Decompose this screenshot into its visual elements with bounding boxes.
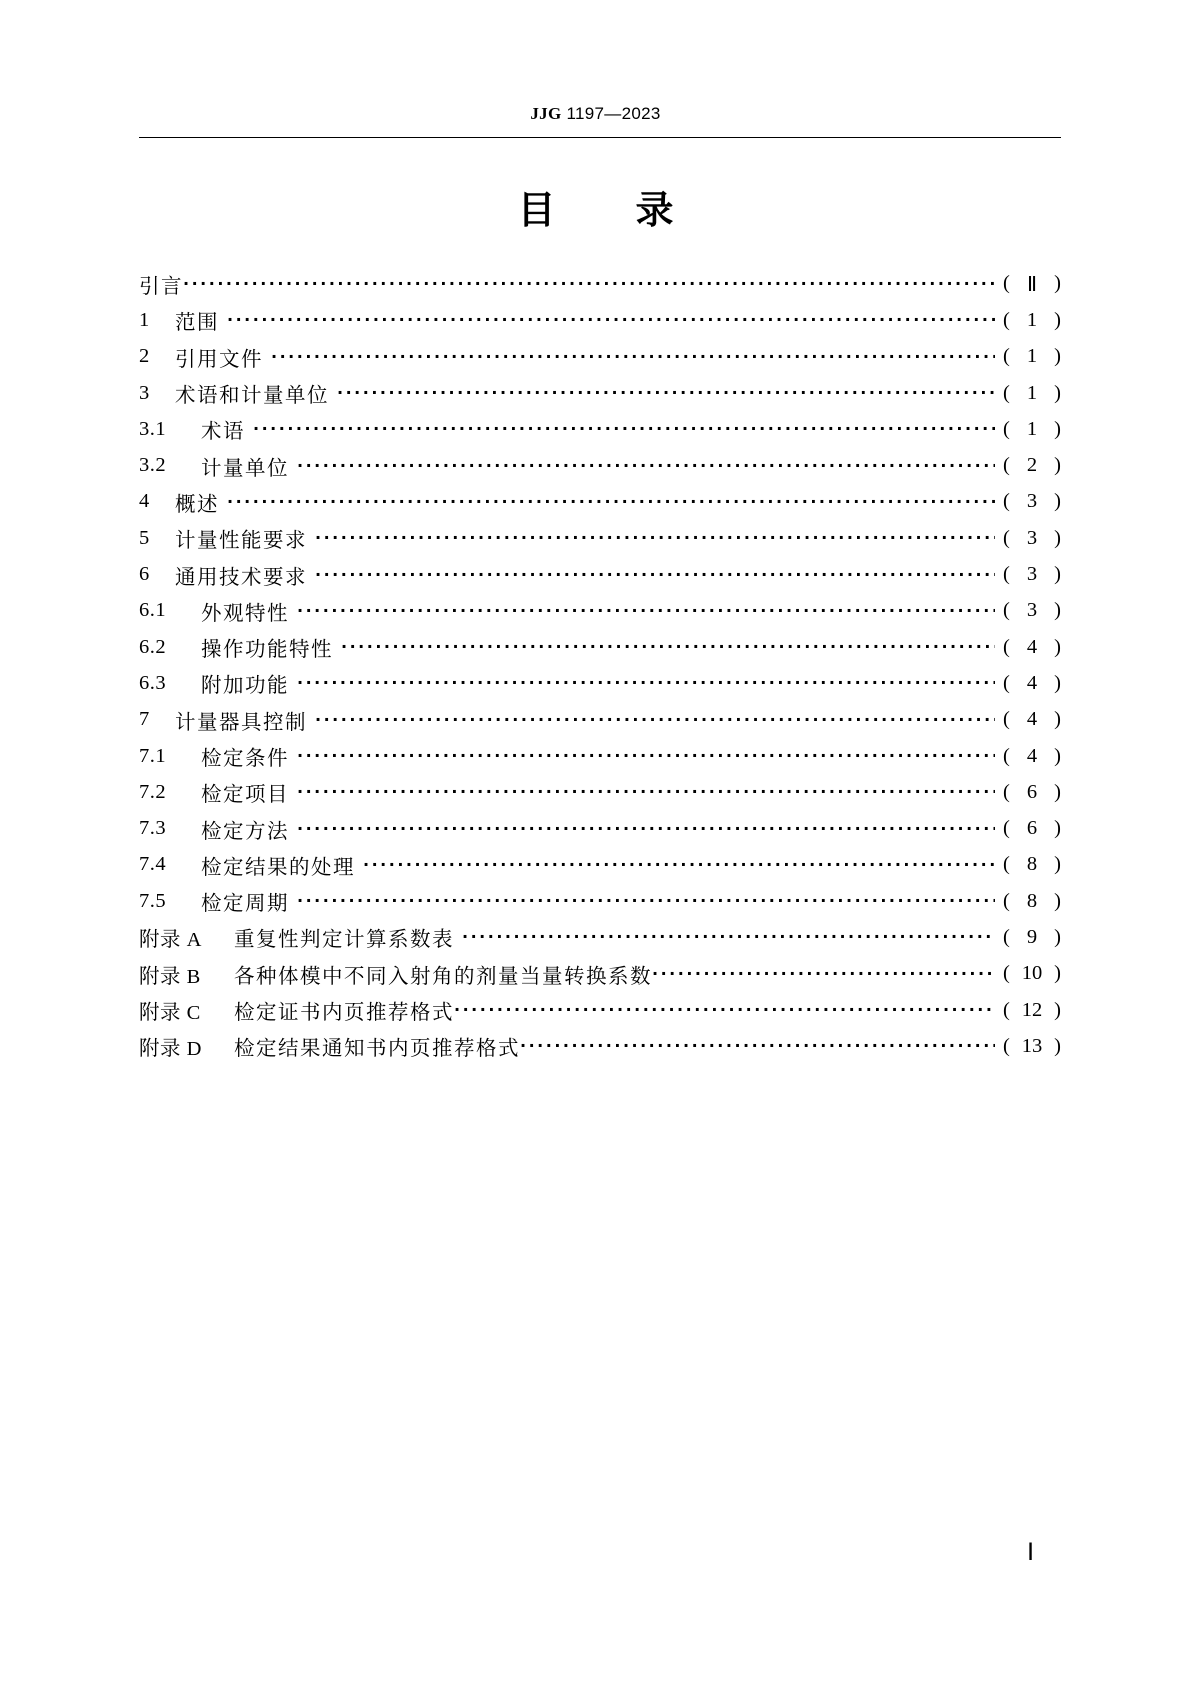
toc-entry-number: 附录 D (139, 1038, 202, 1061)
toc-page-open-paren: ( (1003, 454, 1010, 477)
toc-entry[interactable] (139, 702, 1061, 738)
toc-dot-leader (297, 817, 995, 841)
toc-entry-label: 范围 (175, 310, 219, 335)
toc-page-number: 4 (1026, 635, 1038, 658)
toc-dot-leader (337, 381, 995, 405)
toc-dot-leader (454, 998, 995, 1022)
toc-page-number: 4 (1026, 708, 1038, 731)
toc-entry[interactable] (139, 556, 1061, 592)
toc-entry-label: 术语和计量单位 (175, 383, 329, 408)
toc-page-close-paren: ) (1054, 599, 1061, 622)
toc-entry-label: 重复性判定计算系数表 (234, 927, 454, 952)
toc-page-number: 8 (1026, 853, 1038, 876)
toc-page-open-paren: ( (1003, 635, 1010, 658)
toc-entry-page (1003, 563, 1061, 586)
toc-page-open-paren: ( (1003, 271, 1010, 294)
toc-page-close-paren: ) (1054, 817, 1061, 840)
toc-page-number: 4 (1026, 671, 1038, 694)
toc-entry[interactable] (139, 302, 1061, 338)
toc-entry-number: 2 (139, 345, 150, 368)
toc-entry[interactable] (139, 520, 1061, 556)
toc-entry-number: 附录 C (139, 1002, 201, 1025)
toc-entry-label: 检定条件 (201, 746, 289, 770)
toc-entry-page (1003, 926, 1061, 949)
toc-entry[interactable] (139, 774, 1061, 810)
toc-entry-page (1003, 962, 1061, 985)
toc-page-close-paren: ) (1054, 381, 1061, 404)
toc-page-number: 13 (1021, 1034, 1043, 1057)
toc-page-number: 8 (1026, 889, 1038, 912)
toc-dot-leader (253, 417, 995, 441)
toc-page-close-paren: ) (1054, 635, 1061, 658)
toc-entry-label: 外观特性 (201, 600, 289, 625)
toc-page-open-paren: ( (1003, 889, 1010, 912)
toc-dot-leader (315, 563, 995, 587)
toc-dot-leader (363, 853, 995, 877)
toc-page-number: 6 (1026, 817, 1038, 840)
toc-entry-label: 附加功能 (201, 673, 289, 698)
toc-entry-page (1003, 599, 1061, 622)
toc-entry-label: 术语 (201, 419, 245, 444)
toc-entry-page (1003, 272, 1061, 297)
header-divider (139, 137, 1061, 138)
toc-entry-number: 5 (139, 526, 150, 549)
toc-dot-leader (297, 454, 995, 478)
toc-entry-page (1003, 345, 1061, 368)
title-char-1: 目 (517, 188, 556, 232)
toc-page-close-paren: ) (1054, 962, 1061, 985)
toc-page-open-paren: ( (1003, 708, 1010, 731)
toc-page-close-paren: ) (1054, 563, 1061, 586)
toc-page-close-paren: ) (1054, 454, 1061, 477)
toc-entry-number: 6 (139, 563, 150, 586)
page-number: Ⅰ (1027, 1540, 1035, 1566)
toc-dot-leader (341, 635, 995, 659)
toc-page-close-paren: ) (1054, 889, 1061, 912)
toc-page-close-paren: ) (1054, 780, 1061, 803)
toc-entry-label: 检定项目 (201, 782, 289, 807)
toc-page-open-paren: ( (1003, 853, 1010, 876)
toc-page-open-paren: ( (1003, 526, 1010, 549)
toc-page-open-paren: ( (1003, 563, 1010, 586)
toc-entry-number: 7.2 (139, 780, 167, 803)
toc-entry-label: 检定结果的处理 (201, 854, 355, 879)
toc-page-open-paren: ( (1003, 962, 1010, 985)
toc-dot-leader (297, 599, 995, 623)
toc-entry-page (1003, 781, 1061, 804)
toc-entry[interactable] (139, 629, 1061, 665)
toc-page-close-paren: ) (1054, 744, 1061, 767)
toc-entry-number: 1 (139, 308, 150, 331)
toc-entry-label: 计量器具控制 (175, 709, 307, 734)
toc-dot-leader (520, 1034, 995, 1058)
toc-entry[interactable] (139, 956, 1061, 992)
toc-entry-page (1003, 999, 1061, 1022)
toc-page-open-paren: ( (1003, 780, 1010, 803)
toc-dot-leader (227, 490, 995, 514)
toc-dot-leader (297, 744, 995, 768)
toc-entry-page (1003, 309, 1061, 332)
toc-entry[interactable] (139, 447, 1061, 483)
toc-dot-leader (183, 272, 995, 296)
standard-code-prefix: JJG (530, 104, 562, 123)
toc-entry-number: 附录 A (139, 929, 202, 952)
toc-page-close-paren: ) (1054, 526, 1061, 549)
standard-code-number: 1197—2023 (561, 104, 661, 123)
toc-dot-leader (297, 780, 995, 804)
toc-entry[interactable] (139, 266, 1061, 302)
toc-entry-number: 3 (139, 381, 150, 404)
toc-entry-label: 引言 (139, 274, 183, 299)
toc-dot-leader (227, 308, 995, 332)
toc-entry[interactable] (139, 593, 1061, 629)
toc-entry-page (1003, 527, 1061, 550)
toc-entry-label: 计量单位 (201, 455, 289, 480)
toc-entry-number: 7.4 (139, 853, 167, 876)
toc-entry-label: 各种体模中不同入射角的剂量当量转换系数 (234, 963, 652, 988)
toc-page-close-paren: ) (1054, 1034, 1061, 1057)
toc-entry-label: 检定周期 (201, 891, 289, 916)
toc-page-open-paren: ( (1003, 671, 1010, 694)
toc-page-number: Ⅱ (1026, 273, 1038, 296)
toc-page-open-paren: ( (1003, 345, 1010, 368)
toc-entry[interactable] (139, 810, 1061, 846)
toc-entry-number: 7 (139, 708, 150, 731)
toc-entry[interactable] (139, 738, 1061, 774)
toc-entry-number: 6.3 (139, 671, 167, 694)
toc-page-number: 6 (1026, 780, 1038, 803)
toc-page-number: 3 (1026, 563, 1038, 586)
toc-entry-number: 3.2 (139, 454, 167, 477)
toc-page-number: 3 (1026, 599, 1038, 622)
toc-entry-page (1003, 636, 1061, 659)
table-of-contents (139, 266, 1061, 1065)
toc-entry-page (1003, 382, 1061, 405)
toc-dot-leader (297, 671, 995, 695)
toc-page-close-paren: ) (1054, 417, 1061, 440)
toc-dot-leader (315, 526, 995, 550)
toc-page-open-paren: ( (1003, 1034, 1010, 1057)
toc-entry-page (1003, 490, 1061, 513)
toc-page-open-paren: ( (1003, 998, 1010, 1021)
toc-page-number: 4 (1026, 744, 1038, 767)
toc-page-close-paren: ) (1054, 490, 1061, 513)
toc-page-open-paren: ( (1003, 744, 1010, 767)
toc-page-number: 1 (1026, 381, 1038, 404)
toc-entry-page (1003, 853, 1061, 876)
toc-entry-page (1003, 890, 1061, 913)
toc-page-open-paren: ( (1003, 925, 1010, 948)
toc-page-open-paren: ( (1003, 599, 1010, 622)
toc-entry-page (1003, 1035, 1061, 1058)
toc-page-close-paren: ) (1054, 925, 1061, 948)
toc-page-open-paren: ( (1003, 381, 1010, 404)
toc-entry[interactable] (139, 992, 1061, 1028)
toc-entry-number: 4 (139, 490, 150, 513)
toc-entry-number: 3.1 (139, 417, 167, 440)
toc-entry-label: 通用技术要求 (175, 564, 307, 589)
toc-entry-number: 7.1 (139, 744, 167, 767)
toc-page-open-paren: ( (1003, 490, 1010, 513)
toc-page-close-paren: ) (1054, 998, 1061, 1021)
toc-page-close-paren: ) (1054, 708, 1061, 731)
toc-dot-leader (315, 708, 995, 732)
toc-entry-page (1003, 418, 1061, 441)
toc-entry[interactable] (139, 847, 1061, 883)
toc-entry-page (1003, 672, 1061, 695)
toc-entry-label: 计量性能要求 (175, 528, 307, 553)
toc-page-close-paren: ) (1054, 345, 1061, 368)
toc-page-open-paren: ( (1003, 817, 1010, 840)
toc-page-close-paren: ) (1054, 853, 1061, 876)
toc-entry[interactable] (139, 339, 1061, 375)
toc-entry[interactable] (139, 484, 1061, 520)
toc-dot-leader (271, 345, 995, 369)
toc-entry-label: 检定证书内页推荐格式 (234, 1000, 454, 1025)
toc-page-number: 9 (1026, 925, 1038, 948)
title-char-2: 录 (635, 188, 674, 232)
toc-entry[interactable] (139, 665, 1061, 701)
toc-entry-page (1003, 817, 1061, 840)
toc-entry[interactable] (139, 411, 1061, 447)
toc-page-number: 10 (1021, 962, 1043, 985)
toc-entry-page (1003, 745, 1061, 768)
toc-page-number: 1 (1026, 308, 1038, 331)
page-title (0, 185, 1191, 235)
toc-entry[interactable] (139, 375, 1061, 411)
toc-page-number: 1 (1026, 417, 1038, 440)
toc-page-number: 2 (1026, 454, 1038, 477)
toc-entry-label: 检定方法 (201, 818, 289, 843)
toc-dot-leader (297, 889, 995, 913)
toc-page-close-paren: ) (1054, 271, 1061, 294)
toc-entry-number: 附录 B (139, 965, 201, 988)
toc-entry[interactable] (139, 1028, 1061, 1064)
toc-entry-label: 操作功能特性 (201, 637, 333, 662)
toc-entry-page (1003, 708, 1061, 731)
toc-entry-number: 7.3 (139, 817, 167, 840)
toc-page-number: 1 (1026, 345, 1038, 368)
toc-entry-label: 引用文件 (175, 346, 263, 371)
document-header (0, 104, 1191, 124)
toc-dot-leader (652, 962, 995, 986)
toc-entry[interactable] (139, 883, 1061, 919)
toc-entry-label: 概述 (175, 491, 219, 516)
toc-page-open-paren: ( (1003, 417, 1010, 440)
toc-dot-leader (462, 925, 995, 949)
toc-page-number: 12 (1021, 998, 1043, 1021)
toc-entry-number: 6.1 (139, 599, 167, 622)
toc-entry-page (1003, 454, 1061, 477)
toc-entry[interactable] (139, 919, 1061, 955)
toc-page-close-paren: ) (1054, 671, 1061, 694)
toc-entry-number: 7.5 (139, 889, 167, 912)
toc-page-number: 3 (1026, 490, 1038, 513)
toc-entry-label: 检定结果通知书内页推荐格式 (234, 1036, 520, 1061)
toc-page-open-paren: ( (1003, 308, 1010, 331)
toc-page-number: 3 (1026, 526, 1038, 549)
toc-page-close-paren: ) (1054, 308, 1061, 331)
toc-entry-number: 6.2 (139, 635, 167, 658)
